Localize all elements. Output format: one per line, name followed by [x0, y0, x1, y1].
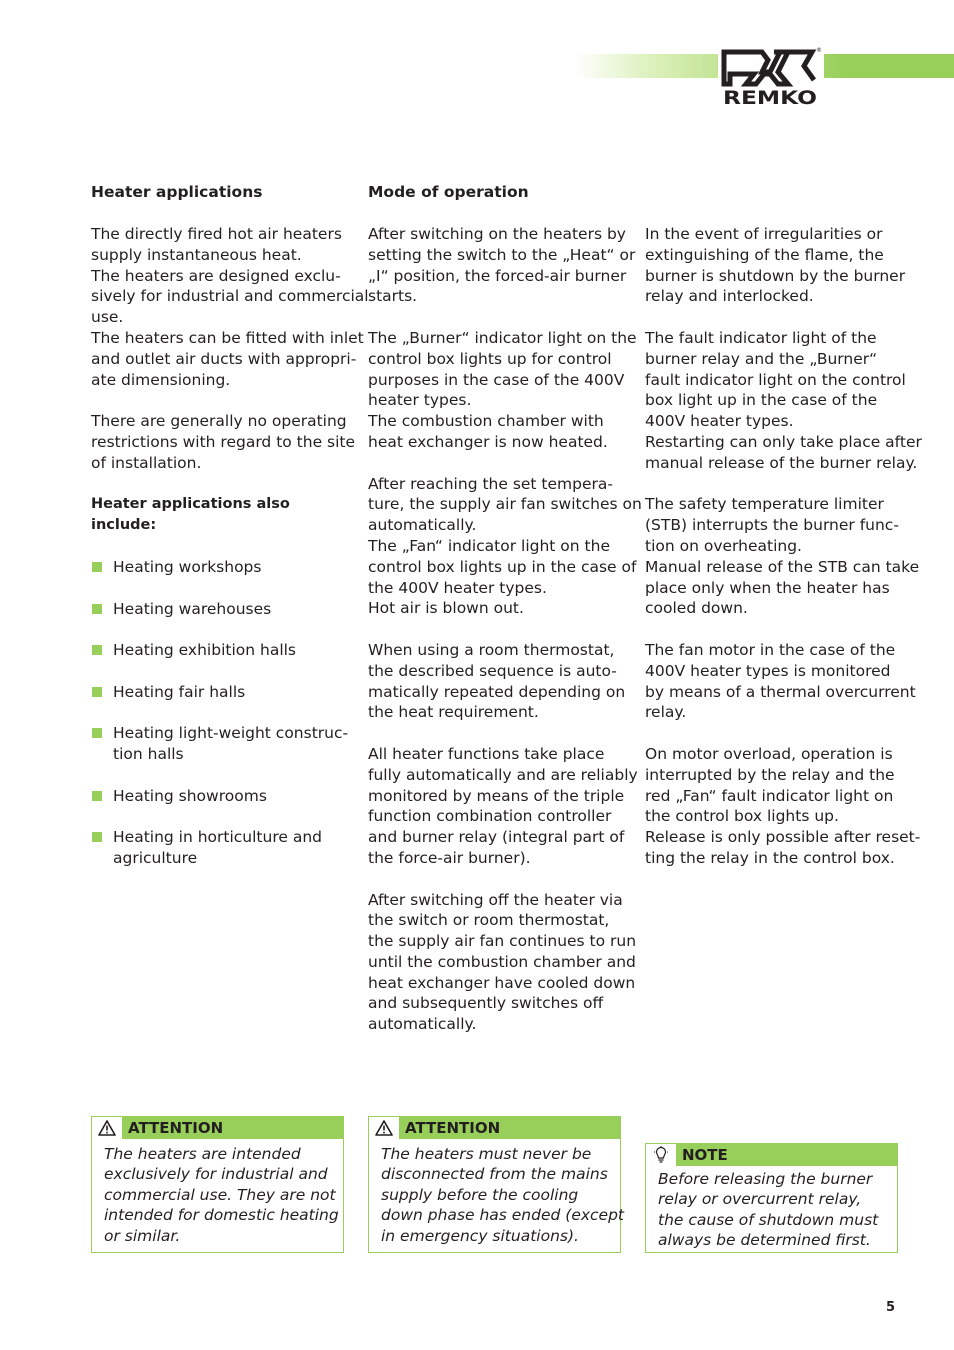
text-line: manual release of the burner relay. — [645, 453, 918, 472]
text-line: fully automatically and are reliably — [368, 765, 638, 784]
text-line: use. — [91, 308, 124, 327]
attention-box-2 — [368, 1116, 625, 1253]
text-line: Heating showrooms — [113, 786, 267, 805]
text-line: There are generally no operating — [91, 412, 347, 431]
text-line: In the event of irregularities or — [645, 225, 883, 243]
subheading-applications-include: Heater applications also include: — [91, 496, 290, 534]
text-line: The heaters are designed exclu- — [91, 266, 341, 285]
text-line: relay. — [645, 703, 687, 722]
list-item — [91, 723, 349, 765]
bullet-square-icon — [92, 728, 102, 738]
text-line: Heating fair halls — [113, 682, 246, 701]
text-line: matically repeated depending on — [368, 682, 626, 701]
text-line: sively for industrial and commercial — [91, 287, 369, 306]
list-item — [91, 786, 349, 807]
text-line: place only when the heater has — [645, 578, 890, 597]
text-line: tion halls — [113, 745, 184, 764]
note-text — [646, 1166, 897, 1257]
column-mode-of-operation — [368, 182, 642, 1056]
col2-paragraph-6 — [368, 890, 637, 1036]
text-line: Heating in horticulture and — [113, 828, 322, 847]
applications-list — [91, 557, 349, 869]
text-line: until the combustion chamber and — [368, 952, 636, 971]
text-line: of installation. — [91, 453, 202, 472]
col2-paragraph-2 — [368, 328, 637, 453]
attention-box-1 — [91, 1116, 344, 1253]
logo-registered: ® — [816, 47, 822, 54]
column-heater-applications — [91, 182, 369, 890]
attention-header — [369, 1117, 620, 1139]
bullet-square-icon — [92, 832, 102, 842]
text-line: The combustion chamber with — [368, 412, 604, 431]
text-line: The „Fan“ indicator light on the — [368, 536, 610, 555]
text-line: monitored by means of the triple — [368, 786, 625, 805]
text-line: the described sequence is auto- — [368, 661, 617, 680]
remko-logo — [718, 44, 824, 108]
text-line: by means of a thermal overcurrent — [645, 682, 916, 701]
text-line: ate dimensioning. — [91, 370, 231, 389]
bullet-square-icon — [92, 687, 102, 697]
text-line: Heating warehouses — [113, 599, 272, 618]
text-line: intended for domestic heating — [104, 1206, 339, 1225]
text-line: box light up in the case of the — [645, 391, 878, 410]
col3-paragraph-4 — [645, 640, 916, 723]
text-line: When using a room thermostat, — [368, 640, 615, 659]
text-line: the control box lights up. — [645, 807, 839, 826]
text-line: All heater functions take place — [368, 744, 605, 763]
text-line: commercial use. They are not — [104, 1185, 336, 1204]
page-number: 5 — [886, 1300, 896, 1315]
text-line: The heaters can be fitted with inlet — [91, 328, 364, 347]
col3-paragraph-2 — [645, 328, 922, 474]
text-line: Release is only possible after reset- — [645, 828, 921, 847]
text-line: agriculture — [113, 849, 198, 868]
text-line: in emergency situations). — [381, 1226, 579, 1245]
text-line: Restarting can only take place after — [645, 432, 922, 451]
attention-title: ATTENTION — [405, 1119, 501, 1137]
text-line: heat exchanger have cooled down — [368, 973, 636, 992]
list-item — [91, 599, 349, 620]
text-line: supply instantaneous heat. — [91, 245, 302, 264]
text-line: ting the relay in the control box. — [645, 848, 895, 867]
attention-text — [369, 1139, 625, 1252]
text-line: automatically. — [368, 1015, 477, 1034]
text-line: the switch or room thermostat, — [368, 911, 610, 930]
text-line: interrupted by the relay and the — [645, 765, 895, 784]
text-line: control box lights up for control — [368, 349, 612, 368]
text-line: The fan motor in the case of the — [645, 640, 896, 659]
text-line: The directly fired hot air heaters — [91, 225, 342, 243]
list-item — [91, 827, 349, 869]
text-line: extinguishing of the flame, the — [645, 245, 884, 264]
text-line: control box lights up in the case of — [368, 557, 637, 576]
text-line: The fault indicator light of the — [645, 328, 877, 347]
text-line: burner is shutdown by the burner — [645, 266, 906, 285]
heading-mode-of-operation: Mode of operation — [368, 183, 529, 201]
text-line: disconnected from the mains — [381, 1165, 608, 1184]
text-line: exclusively for industrial and — [104, 1165, 328, 1184]
col3-paragraph-3 — [645, 494, 920, 619]
text-line: supply before the cooling — [381, 1185, 579, 1204]
warning-icon — [92, 1117, 123, 1139]
text-line: burner relay and the „Burner“ — [645, 349, 878, 368]
text-line: After switching on the heaters by — [368, 225, 626, 243]
attention-title: ATTENTION — [128, 1119, 224, 1137]
note-box — [645, 1143, 898, 1253]
text-line: automatically. — [368, 516, 477, 535]
text-line: After reaching the set tempera- — [368, 474, 613, 493]
column-fault-handling — [645, 182, 922, 890]
text-line: the supply air fan continues to run — [368, 932, 637, 951]
text-line: or similar. — [104, 1226, 181, 1245]
attention-header — [92, 1117, 343, 1139]
col2-paragraph-4 — [368, 640, 626, 723]
text-line: relay or overcurrent relay, — [658, 1190, 862, 1209]
text-line: 400V heater types is monitored — [645, 661, 891, 680]
text-line: relay and interlocked. — [645, 287, 814, 306]
text-line: red „Fan“ fault indicator light on — [645, 786, 894, 805]
text-line: heat exchanger is now heated. — [368, 432, 608, 451]
heading-spacer — [645, 182, 903, 203]
bullet-square-icon — [92, 645, 102, 655]
text-line: the 400V heater types. — [368, 578, 547, 597]
text-line: the force-air burner). — [368, 848, 531, 867]
heading-heater-applications: Heater applications — [91, 183, 263, 201]
text-line: and outlet air ducts with appropri- — [91, 349, 357, 368]
col2-paragraph-3 — [368, 474, 642, 620]
text-line: setting the switch to the „Heat“ or — [368, 245, 636, 264]
text-line: „I“ position, the forced-air burner — [368, 266, 627, 285]
text-line: down phase has ended (except — [381, 1206, 625, 1225]
col2-paragraph-5 — [368, 744, 638, 869]
warning-icon — [369, 1117, 400, 1139]
text-line: Before releasing the burner — [658, 1170, 873, 1188]
text-line: ture, the supply air fan switches on — [368, 495, 642, 514]
col2-paragraph-1 — [368, 224, 636, 307]
text-line: After switching off the heater via — [368, 890, 623, 909]
text-line: and subsequently switches off — [368, 994, 604, 1013]
col1-paragraph-2 — [91, 411, 356, 473]
text-line: starts. — [368, 287, 418, 306]
logo-wordmark: REMKO — [723, 87, 817, 108]
text-line: always be determined first. — [658, 1231, 871, 1250]
text-line: Manual release of the STB can take — [645, 557, 920, 576]
bullet-square-icon — [92, 562, 102, 572]
text-line: the heat requirement. — [368, 703, 539, 722]
text-line: the cause of shutdown must — [658, 1210, 879, 1229]
bullet-square-icon — [92, 604, 102, 614]
text-line: The heaters must never be — [381, 1145, 592, 1163]
text-line: Heating workshops — [113, 557, 262, 576]
attention-text — [92, 1139, 343, 1252]
text-line: The „Burner“ indicator light on the — [368, 328, 637, 347]
text-line: On motor overload, operation is — [645, 744, 893, 763]
text-line: The safety temperature limiter — [645, 495, 884, 514]
bullet-square-icon — [92, 791, 102, 801]
col3-paragraph-5 — [645, 744, 921, 869]
list-item — [91, 682, 349, 703]
list-item — [91, 640, 349, 661]
text-line: Heating light-weight construc- — [113, 724, 349, 743]
text-line: restrictions with regard to the site — [91, 432, 356, 451]
col1-paragraph-1 — [91, 224, 369, 390]
text-line: cooled down. — [645, 599, 748, 618]
text-line: Heating exhibition halls — [113, 641, 297, 660]
note-title: NOTE — [682, 1146, 728, 1164]
note-header — [646, 1144, 897, 1166]
text-line: purposes in the case of the 400V — [368, 370, 625, 389]
text-line: tion on overheating. — [645, 536, 802, 555]
lightbulb-icon — [646, 1144, 677, 1166]
text-line: fault indicator light on the control — [645, 370, 906, 389]
text-line: The heaters are intended — [104, 1145, 301, 1163]
text-line: heater types. — [368, 391, 472, 410]
text-line: (STB) interrupts the burner func- — [645, 516, 899, 535]
list-item — [91, 557, 349, 578]
text-line: and burner relay (integral part of — [368, 828, 625, 847]
text-line: Hot air is blown out. — [368, 599, 524, 618]
text-line: 400V heater types. — [645, 412, 794, 431]
text-line: function combination controller — [368, 807, 612, 826]
col3-paragraph-1 — [645, 224, 906, 307]
